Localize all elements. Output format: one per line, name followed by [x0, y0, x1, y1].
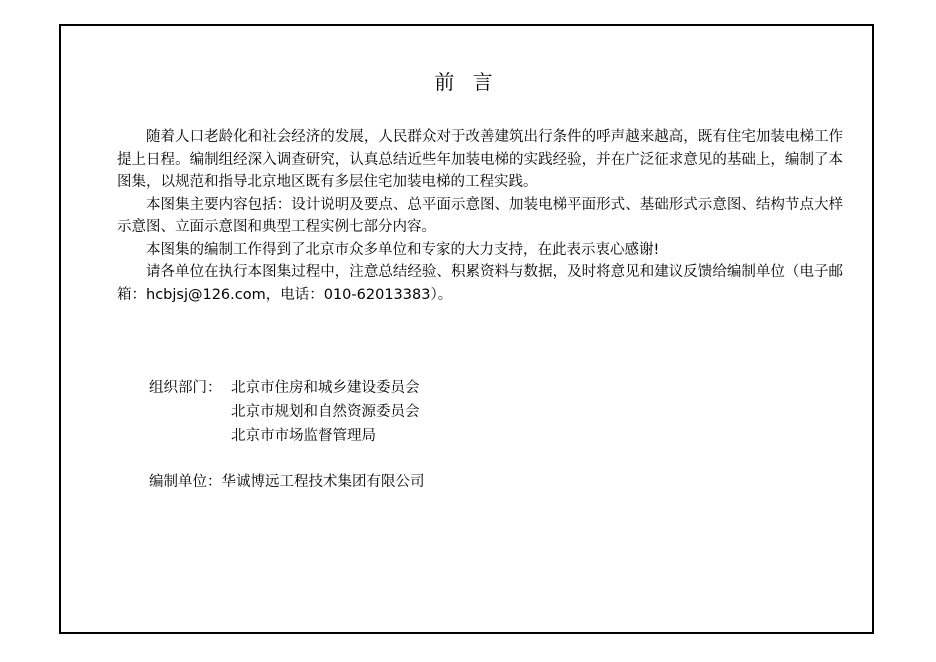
organizer-item: 北京市规划和自然资源委员会: [231, 404, 420, 420]
page-title: 前 言: [434, 70, 499, 94]
organizer-item: 北京市市场监督管理局: [231, 428, 376, 444]
compiler-name: 华诚博远工程技术集团有限公司: [221, 474, 425, 490]
compiler-label: 编制单位：: [149, 474, 222, 490]
page-frame: [59, 24, 874, 634]
paragraph-feedback: 请各单位在执行本图集过程中，注意总结经验、积累资料与数据，及时将意见和建议反馈给编制单位（电子邮箱：hcbjsj@126.com，电话：010-62013383）。: [117, 264, 843, 303]
organizers-block: [149, 376, 420, 448]
compiler-block: [149, 470, 425, 494]
organizers-label: 组织部门：: [149, 380, 222, 396]
paragraph-acknowledgement: 本图集的编制工作得到了北京市众多单位和专家的大力支持，在此表示衷心感谢!: [146, 241, 660, 258]
organizer-item: 北京市住房和城乡建设委员会: [231, 380, 420, 396]
preface-body: [117, 126, 843, 306]
paragraph-contents: 本图集主要内容包括：设计说明及要点、总平面示意图、加装电梯平面形式、基础形式示意图、结构节点大样示意图、立面示意图和典型工程实例七部分内容。: [117, 196, 843, 235]
paragraph-background: 随着人口老龄化和社会经济的发展，人民群众对于改善建筑出行条件的呼声越来越高，既有住宅加装电梯工作提上日程。编制组经深入调查研究，认真总结近些年加装电梯的实践经验，并在广泛征求意见的基础上，编制了本图集，以规范和指导北京地区既有多层住宅加装电梯的工程实践。: [117, 129, 843, 190]
